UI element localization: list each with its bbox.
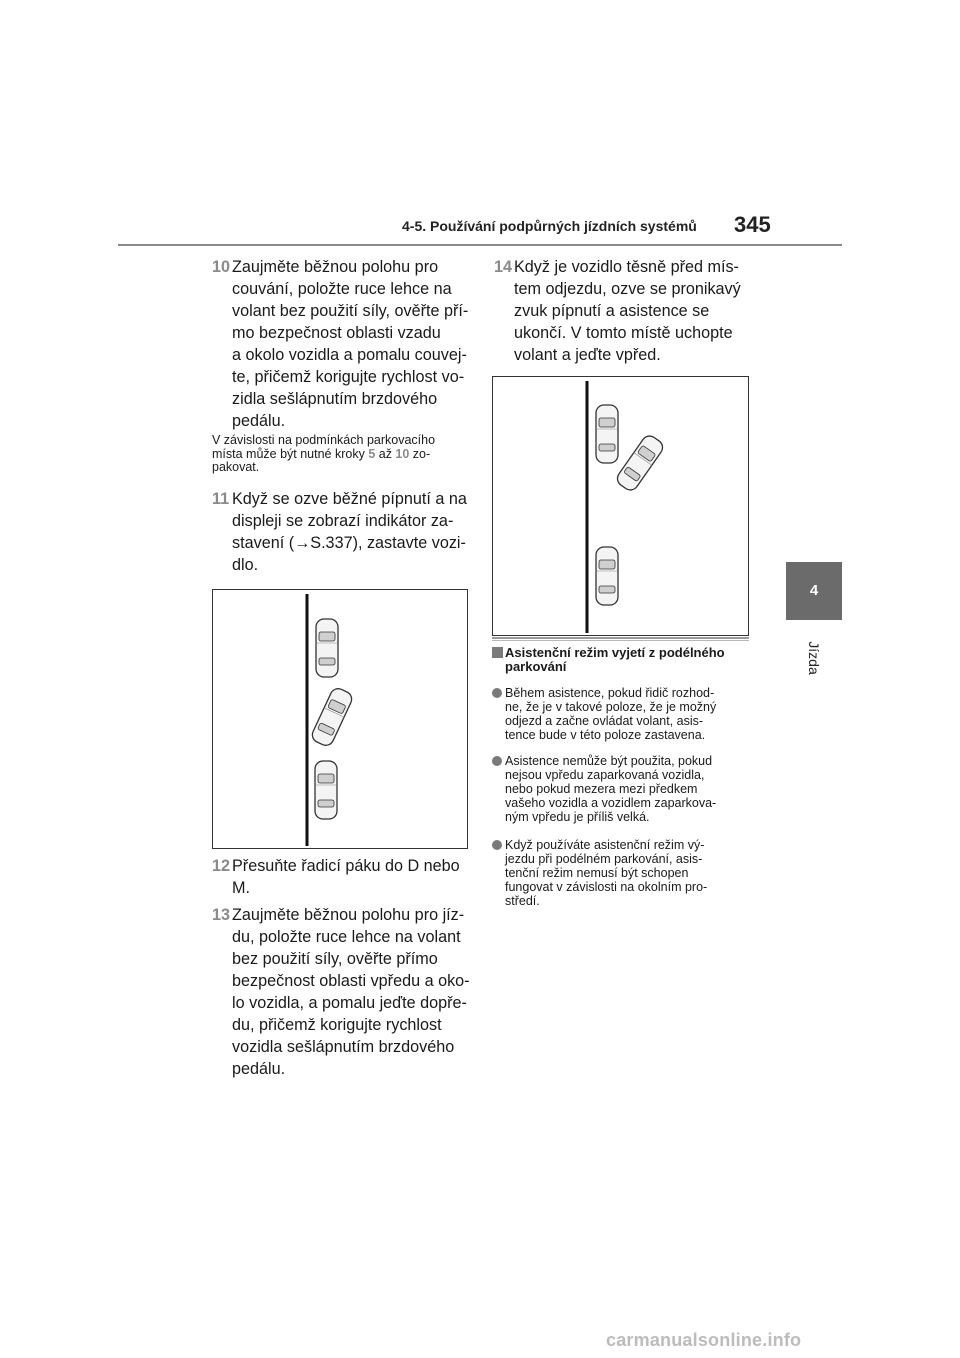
bullet-item	[492, 686, 716, 742]
step-text-line: volant a jeďte vpřed.	[514, 346, 661, 364]
step-number: 10	[212, 258, 231, 276]
parking-diagram	[213, 590, 467, 848]
parked-car-front	[596, 405, 618, 463]
step-text-line: pedálu.	[232, 412, 286, 430]
step-text-line: Když se ozve běžné pípnutí a na	[232, 490, 467, 508]
bullet-line: jezdu při podélném parkování, asis-	[505, 852, 703, 866]
page-number: 345	[734, 212, 771, 237]
step-text-line: Přesuňte řadicí páku do D nebo	[232, 857, 460, 875]
step-14	[494, 256, 741, 366]
step-number: 14	[494, 258, 513, 276]
step-text-line: du, položte ruce lehce na volant	[232, 928, 461, 946]
note-line: pakovat.	[212, 460, 260, 474]
bullet-line: středí.	[505, 894, 540, 908]
own-car-angled	[614, 433, 665, 493]
parked-car-front	[316, 619, 338, 677]
chapter-label	[786, 628, 842, 688]
step-text-line: stavení (→S.337), zastavte vozi-	[232, 534, 466, 552]
bullet-line: Asistence nemůže být použita, pokud	[505, 754, 713, 768]
step-text-line: Zaujměte běžnou polohu pro	[232, 258, 439, 276]
step-number: 11	[212, 490, 230, 508]
step-text-line: zidla sešlápnutím brzdového	[232, 390, 438, 408]
step-text-line: bez použití síly, ověřte přímo	[232, 950, 438, 968]
bullet-line: odjezd a začne ovládat volant, asis-	[505, 714, 704, 728]
step-text-line: Když je vozidlo těsně před mís-	[514, 258, 739, 276]
bullet-line: nebo pokud mezera mezi předkem	[505, 782, 698, 796]
step-text-line: bezpečnost oblasti vpředu a oko-	[232, 972, 470, 990]
parking-illustration-1	[212, 589, 468, 849]
parked-car-rear	[315, 761, 337, 819]
bullet-line: nejsou vpředu zaparkovaná vozidla,	[505, 768, 705, 782]
section-heading	[492, 646, 725, 674]
bullet-item	[492, 838, 707, 908]
chapter-label-text: Jízda	[806, 641, 822, 675]
note-line: místa může být nutné kroky 5 až 10 zo-	[212, 446, 431, 461]
bullet-line: fungovat v závislosti na okolním pro-	[505, 880, 708, 894]
figure-divider	[492, 637, 749, 639]
step-12	[212, 855, 460, 899]
step-text-line: mo bezpečnost oblasti vzadu	[232, 324, 441, 342]
step-text-line: du, přičemž korigujte rychlost	[232, 1016, 442, 1034]
step-text-line: M.	[232, 879, 250, 897]
step-text-line: pedálu.	[232, 1060, 286, 1078]
bullet-line: tenční režim nemusí být schopen	[505, 866, 689, 880]
step-text-line: ukončí. V tomto místě uchopte	[514, 324, 733, 342]
step-number: 13	[212, 906, 231, 924]
header-divider	[118, 244, 842, 246]
step-reference: 5	[368, 446, 376, 461]
step-11	[212, 488, 467, 576]
bullet-line: ne, že je v takové poloze, že je možný	[505, 700, 717, 714]
step-text-line: vozidla sešlápnutím brzdového	[232, 1038, 455, 1056]
step-text-line: dlo.	[232, 556, 259, 574]
step-text-line: tem odjezdu, ozve se pronikavý	[514, 280, 741, 298]
section-heading-line: parkování	[505, 659, 567, 674]
parking-illustration-2	[492, 376, 749, 636]
bullet-line: Když používáte asistenční režim vý-	[505, 838, 705, 852]
site-watermark: carmanualsonline.info	[606, 1330, 802, 1350]
circle-bullet-icon	[492, 840, 502, 850]
step-13	[212, 904, 470, 1080]
note-line: V závislosti na podmínkách parkovacího	[212, 433, 436, 447]
step-text-line: te, přičemž korigujte rychlost vo-	[232, 368, 465, 386]
bullet-line: Během asistence, pokud řidič rozhod-	[505, 686, 715, 700]
step-text-line: a okolo vozidla a pomalu couvej-	[232, 346, 467, 364]
parking-diagram	[493, 377, 748, 635]
bullet-line: ným vpředu je příliš velká.	[505, 810, 650, 824]
section-title: 4-5. Používání podpůrných jízdních systémů	[402, 218, 697, 234]
step-text-line: volant bez použití síly, ověřte pří-	[232, 302, 469, 320]
bullet-item	[492, 754, 716, 824]
bullet-line: tence bude v této poloze zastavena.	[505, 728, 706, 742]
circle-bullet-icon	[492, 688, 502, 698]
parked-car-rear	[596, 547, 618, 605]
square-bullet-icon	[492, 647, 503, 658]
step-text-line: lo vozidla, a pomalu jeďte dopře-	[232, 994, 467, 1012]
step-text-line: couvání, položte ruce lehce na	[232, 280, 452, 298]
note-text	[212, 434, 435, 475]
figure-divider	[492, 640, 749, 641]
step-reference: 10	[395, 446, 410, 461]
chapter-number-tab: 4	[786, 562, 842, 620]
own-car-angled	[310, 686, 354, 748]
step-text-line: Zaujměte běžnou polohu pro jíz-	[232, 906, 465, 924]
section-heading-line: Asistenční režim vyjetí z podélného	[505, 645, 725, 660]
step-number: 12	[212, 857, 231, 875]
bullet-line: vašeho vozidla a vozidlem zaparkova-	[505, 796, 717, 810]
step-10	[212, 256, 469, 432]
step-text-line: displeji se zobrazí indikátor za-	[232, 512, 454, 530]
circle-bullet-icon	[492, 756, 502, 766]
step-text-line: zvuk pípnutí a asistence se	[514, 302, 710, 320]
